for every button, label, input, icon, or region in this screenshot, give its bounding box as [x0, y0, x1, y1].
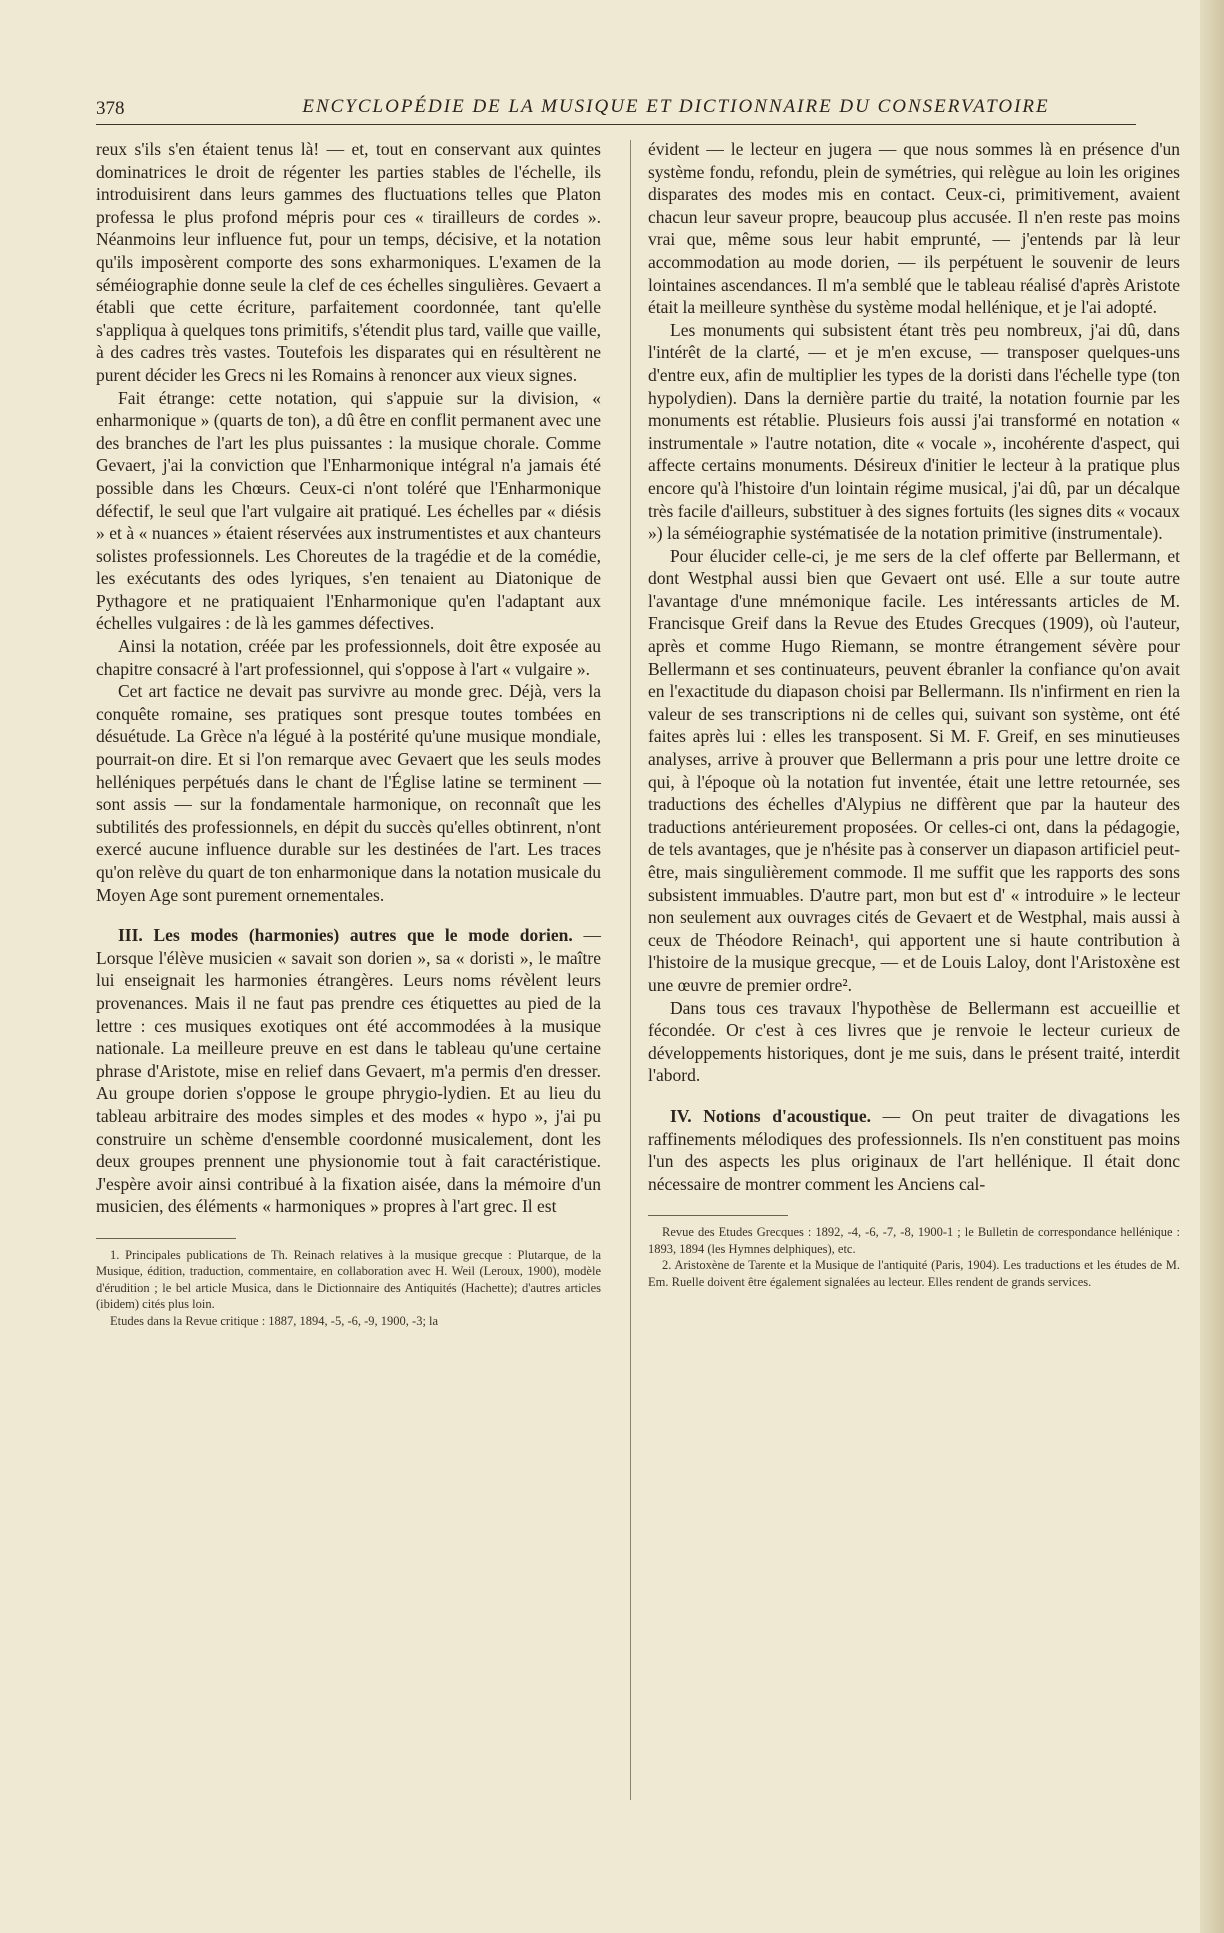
page-number: 378: [96, 98, 125, 119]
footnote-rule: [648, 1215, 788, 1216]
paragraph: Dans tous ces travaux l'hypothèse de Bellermann est accueillie et fécondée. Or c'est à ces livres que je renvoie le lecteur curieux de développements historiques, dont je me suis, dans le présent traité, interdit l'abord.: [648, 997, 1180, 1086]
footnote: Etudes dans la Revue critique : 1887, 1894, -5, -6, -9, 1900, -3; la: [110, 1313, 439, 1328]
section-text: — On peut traiter de divagations les raffinements mélodiques des professionnels. Ils n'en constituent pas moins l'un des aspects les plus originaux de l'art hellénique. Il était donc nécessaire de montrer comment les Anciens cal-: [648, 1105, 1181, 1194]
paragraph: évident — le lecteur en jugera — que nous sommes là en présence d'un système fondu, refondu, plein de symétries, qui relègue au loin les origines disparates des modes mis en contact. Ceux-ci, primitivement, avaient chacun leur saveur propre, beaucoup plus accusée. Il n'en reste pas moins vrai que, même sous leur habit emprunté, — j'entends par là leur accommodation au mode dorien, — ils perpétuent le souvenir de leurs lointaines ascendances. Il m'a semblé que le tableau réalisé d'après Aristote était la meilleure synthèse du système modal hellénique, et je l'ai adopté.: [648, 139, 1180, 318]
section-paragraph: [96, 924, 601, 1218]
footnotes: [648, 1224, 1180, 1290]
page-edge: [1200, 0, 1224, 1933]
section-paragraph: [648, 1105, 1180, 1195]
paragraph: reux s'ils s'en étaient tenus là! — et, tout en conservant aux quintes dominatrices le droit de régenter les parties stables de l'échelle, ils introduisirent dans leurs gammes des fluctuations telles que Platon professa le plus profond mépris pour ces « tirailleurs de cordes ». Néanmoins leur influence fut, pour un temps, décisive, et la notation qu'ils imposèrent comporte des sons exharmoniques. L'examen de la séméiographie donne seule la clef de ces échelles singulières. Gevaert a établi que cette écriture, parfaitement coordonnée, tant qu'elle s'appliqua à quelques tons primitifs, s'étendit plus tard, vaille que vaille, à des cadres très vastes. Toutefois les disparates qui en résultèrent ne purent décider les Grecs ni les Romains à renoncer aux vieux signes.: [96, 139, 601, 385]
paragraph: Ainsi la notation, créée par les professionnels, doit être exposée au chapitre consacré à l'art professionnel, qui s'oppose à l'art « vulgaire ».: [96, 636, 601, 679]
footnote: 2. Aristoxène de Tarente et la Musique de l'antiquité (Paris, 1904). Les traductions et les études de M. Em. Ruelle doivent être également signalées au lecteur. Elles rendent de grands services.: [648, 1258, 1180, 1289]
page-header: [96, 96, 1136, 125]
section-heading: III. Les modes (harmonies) autres que le mode dorien.: [118, 925, 573, 946]
left-column: [96, 138, 601, 1329]
column-divider: [630, 140, 631, 1800]
footnote: Revue des Etudes Grecques : 1892, -4, -6, -7, -8, 1900-1 ; le Bulletin de correspondance hellénique : 1893, 1894 (les Hymnes delphiques), etc.: [648, 1225, 1180, 1256]
section-text: — Lorsque l'élève musicien « savait son dorien », sa « doristi », le maître lui enseignait les harmonies étrangères. Leurs noms révèlent leurs provenances. Mais il ne faut pas prendre ces étiquettes au pied de la lettre : ces musiques exotiques ont été accommodées à la musique nationale. La meilleure preuve en est dans le tableau qu'une certaine phrase d'Aristote, mise en relief dans Gevaert, m'a permis d'en dresser. Au groupe dorien s'oppose le groupe phrygio-lydien. Et au lieu du tableau arbitraire des modes simples et des modes « hypo », j'ai pu construire un schème d'ensemble coordonné musicalement, dont les deux groupes prennent une physionomie tout à fait caractéristique. J'espère avoir ainsi contribué à la fixation aisée, dans la mémoire d'un musicien, des éléments « harmoniques » propres à l'art grec. Il est: [96, 925, 602, 1217]
section-heading: IV. Notions d'acoustique.: [670, 1105, 871, 1126]
right-column: [648, 138, 1180, 1290]
paragraph: Pour élucider celle-ci, je me sers de la clef offerte par Bellermann, et dont Westphal aussi bien que Gevaert ont usé. Elle a sur toute autre l'avantage d'une mnémonique facile. Les intéressants articles de M. Francisque Greif dans la Revue des Etudes Grecques (1909), où l'auteur, après et comme Hugo Riemann, se montre étrangement sévère pour Bellermann et ses continuateurs, peuvent ébranler la confiance qu'on avait en l'exactitude du diapason choisi par Bellermann. Ils n'infirment en rien la valeur de ses transcriptions ni de celles qui, suivant son système, ont été faites après lui : elles les transposent. Si M. F. Greif, en ses minutieuses analyses, arrive à prouver que Bellermann a pris pour une lettre droite ce qui, à l'époque où la notation fut inventée, était une lettre retournée, ses traductions des échelles d'Alypius ne diffèrent que par la hauteur des traductions antérieurement proposées. Or celles-ci ont, dans la pédagogie, de tels avantages, que je n'hésite pas à conserver un diapason artificiel peut-être, mais singulièrement commode. Il me suffit que les rapports des sons subsistent immuables. D'autre part, mon but est d' « introduire » le lecteur non seulement aux ouvrages cités de Gevaert et de Westphal, mais aussi à ceux de Théodore Reinach¹, qui apportent une si haute contribution à l'histoire de la musique grecque, — et de Louis Laloy, dont l'Aristoxène est une œuvre de premier ordre².: [648, 545, 1180, 995]
footnote-rule: [96, 1238, 236, 1239]
footnotes: [96, 1247, 601, 1330]
paragraph: Cet art factice ne devait pas survivre au monde grec. Déjà, vers la conquête romaine, ses pratiques sont presque toutes tombées en désuétude. La Grèce n'a légué à la postérité qu'une musique mondiale, pourrait-on dire. Et si l'on remarque avec Gevaert que les seuls modes helléniques perpétués dans le chant de l'Église latine se terminent — sont assis — sur la fondamentale harmonique, on reconnaît que les subtilités des professionnels, en dépit du succès qu'elles obtinrent, n'ont exercé aucune influence durable sur les destinées de l'art. Les traces qu'on relève du quart de ton enharmonique dans la notation musicale du Moyen Age sont purement ornementales.: [96, 681, 601, 905]
running-title: ENCYCLOPÉDIE DE LA MUSIQUE ET DICTIONNAIRE DU CONSERVATOIRE: [302, 96, 1050, 117]
paragraph: Fait étrange: cette notation, qui s'appuie sur la division, « enharmonique » (quarts de ton), a dû être en conflit permanent avec une des branches de l'art les plus puissantes : la musique chorale. Comme Gevaert, j'ai la conviction que l'Enharmonique intégral n'a jamais été possible dans les Chœurs. Ceux-ci n'ont toléré que l'Enharmonique défectif, le seul que l'art vulgaire ait pratiqué. Les échelles par « diésis » et à « nuances » étaient réservées aux instrumentistes et aux chanteurs solistes professionnels. Les Choreutes de la tragédie et de la comédie, les exécutants des odes lyriques, s'en tenaient au Diatonique de Pythagore et ne pratiquaient l'Enharmonique qu'en l'adaptant aux échelles vulgaires : de là les gammes défectives.: [96, 387, 601, 634]
paragraph: Les monuments qui subsistent étant très peu nombreux, j'ai dû, dans l'intérêt de la clarté, — et je m'en excuse, — transposer quelques-uns d'entre eux, afin de multiplier les types de la doristi dans l'échelle type (ton hypolydien). Dans la dernière partie du traité, la notation fournie par les monuments est rétablie. Plusieurs fois aussi j'ai transformé en notation « instrumentale » l'autre notation, dite « vocale », incohérente d'aspect, qui affecte certains monuments. Désireux d'initier le lecteur à la pratique plus encore qu'à l'histoire d'un lointain régime musical, j'ai dû, par un décalque très facile d'ailleurs, substituer à des signes fortuits (les signes dits « vocaux ») la séméiographie systématisée de la notation primitive (instrumentale).: [648, 319, 1180, 544]
footnote: 1. Principales publications de Th. Reinach relatives à la musique grecque : Plutarque, de la Musique, édition, traduction, commentaire, en collaboration avec H. Weil (Leroux, 1900), modèle d'érudition ; le bel article Musica, dans le Dictionnaire des Antiquités (Hachette); d'autres articles (ibidem) cités plus loin.: [96, 1247, 601, 1312]
